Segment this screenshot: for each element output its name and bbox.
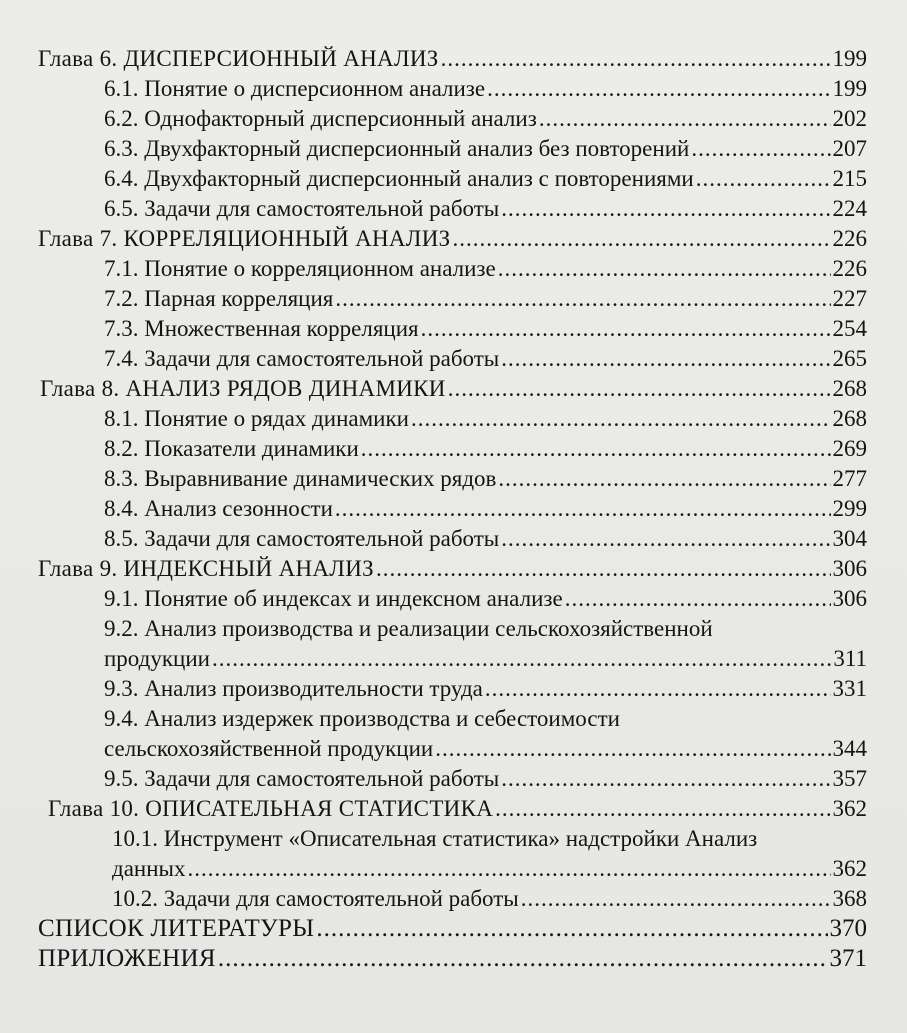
table-of-contents [0,44,907,974]
toc-chapter-entry [48,794,867,824]
dot-leader [501,524,830,554]
toc-entry-title: ПРИЛОЖЕНИЯ [38,945,216,972]
toc-page-number: 371 [829,945,867,972]
toc-entry-title: 9.1. Понятие об индексах и индексном анализе [104,586,563,611]
dot-leader [539,104,831,134]
dot-leader [361,434,831,464]
toc-section-entry [104,584,867,614]
toc-entry-title: Глава 6. ДИСПЕРСИОННЫЙ АНАЛИЗ [38,46,439,71]
toc-page-number: 370 [829,915,867,942]
dot-leader [335,494,831,524]
toc-section-entry [104,404,867,434]
dot-leader [316,914,827,944]
dot-leader [452,224,830,254]
toc-page-number: 199 [832,46,867,71]
toc-entry-title: Глава 9. ИНДЕКСНЫЙ АНАЛИЗ [38,556,374,581]
dot-leader [435,734,830,764]
toc-section-entry [104,254,867,284]
dot-leader [487,74,830,104]
toc-entry-title: 6.4. Двухфакторный дисперсионный анализ с повторениями [104,166,694,191]
toc-page-number: 306 [832,556,867,581]
toc-page-number: 362 [832,856,867,881]
dot-leader [411,404,831,434]
dot-leader [218,944,828,974]
toc-page-number: 215 [832,166,867,191]
toc-page-number: 306 [832,586,867,611]
toc-entry-title-first-line: 9.2. Анализ производства и реализации сельскохозяйственной [104,616,713,641]
toc-page-number: 227 [832,286,867,311]
dot-leader [501,764,830,794]
toc-section-entry [104,314,867,344]
toc-entry-title: 8.1. Понятие о рядах динамики [104,406,409,431]
toc-page-number: 311 [833,646,867,671]
toc-entry-title-first-line: 10.1. Инструмент «Описательная статистика» надстройки Анализ [112,826,758,851]
toc-entry-title: 8.4. Анализ сезонности [104,496,333,521]
toc-entry-title: 8.3. Выравнивание динамических рядов [104,466,497,491]
dot-leader [521,884,831,914]
dot-leader [495,794,830,824]
toc-entry-title: 6.2. Однофакторный дисперсионный анализ [104,106,537,131]
dot-leader [498,464,830,494]
toc-chapter-entry [38,914,867,944]
toc-page-number: 357 [832,766,867,791]
toc-entry-title: 7.4. Задачи для самостоятельной работы [104,346,500,371]
toc-entry-title: 7.3. Множественная корреляция [104,316,419,341]
toc-entry-title: 9.3. Анализ производительности труда [104,676,483,701]
dot-leader [501,344,830,374]
dot-leader [441,44,831,74]
toc-entry-title: 8.2. Показатели динамики [104,436,359,461]
toc-chapter-entry [40,374,867,404]
toc-page-number: 226 [832,256,867,281]
toc-chapter-entry [38,224,867,254]
dot-leader [696,164,831,194]
toc-section-entry [104,614,867,674]
toc-section-entry [104,494,867,524]
toc-section-entry [104,704,867,764]
toc-entry-title: Глава 8. АНАЛИЗ РЯДОВ ДИНАМИКИ [40,376,446,401]
toc-section-entry [104,674,867,704]
toc-section-entry [104,104,867,134]
toc-page-number: 368 [832,886,867,911]
toc-page-number: 268 [832,376,867,401]
toc-section-entry [104,194,867,224]
toc-page-number: 277 [832,466,867,491]
dot-leader [501,194,830,224]
dot-leader [448,374,831,404]
dot-leader [421,314,831,344]
toc-page-number: 362 [832,796,867,821]
toc-page-number: 331 [832,676,867,701]
toc-page-number: 268 [832,406,867,431]
toc-section-entry [104,164,867,194]
dot-leader [376,554,831,584]
toc-entry-title: 6.3. Двухфакторный дисперсионный анализ без повторений [104,136,690,161]
toc-section-entry [112,884,867,914]
toc-page-number: 226 [832,226,867,251]
toc-chapter-entry [38,44,867,74]
toc-entry-title: 6.1. Понятие о дисперсионном анализе [104,76,486,101]
toc-entry-title-first-line: 9.4. Анализ издержек производства и себестоимости [104,706,620,731]
dot-leader [335,284,830,314]
dot-leader [691,134,830,164]
toc-page-number: 254 [832,316,867,341]
toc-entry-title: 7.2. Парная корреляция [104,286,334,311]
toc-entry-title: Глава 7. КОРРЕЛЯЦИОННЫЙ АНАЛИЗ [38,226,451,251]
toc-entry-title: 9.5. Задачи для самостоятельной работы [104,766,500,791]
toc-entry-title: СПИСОК ЛИТЕРАТУРЫ [38,915,315,942]
toc-page-number: 224 [832,196,867,221]
toc-entry-title: продукции [104,646,210,671]
toc-page-number: 199 [832,76,867,101]
toc-page-number: 299 [832,496,867,521]
toc-section-entry [104,134,867,164]
dot-leader [485,674,831,704]
toc-chapter-entry [38,554,867,584]
toc-entry-title: 8.5. Задачи для самостоятельной работы [104,526,500,551]
toc-entry-title: 7.1. Понятие о корреляционном анализе [104,256,496,281]
toc-page-number: 344 [832,736,867,761]
toc-section-entry [104,524,867,554]
toc-section-entry [104,74,867,104]
toc-page-number: 304 [832,526,867,551]
dot-leader [187,854,830,884]
toc-page-number: 269 [832,436,867,461]
dot-leader [498,254,831,284]
dot-leader [565,584,831,614]
toc-entry-title: сельскохозяйственной продукции [104,736,434,761]
toc-chapter-entry [38,944,867,974]
toc-section-entry [104,464,867,494]
toc-entry-title: 6.5. Задачи для самостоятельной работы [104,196,500,221]
toc-entry-title: Глава 10. ОПИСАТЕЛЬНАЯ СТАТИСТИКА [48,796,494,821]
toc-page-number: 202 [832,106,867,131]
dot-leader [212,644,831,674]
toc-section-entry [112,824,867,884]
toc-entry-title: 10.2. Задачи для самостоятельной работы [112,886,519,911]
toc-section-entry [104,434,867,464]
toc-section-entry [104,764,867,794]
toc-page-number: 265 [832,346,867,371]
toc-section-entry [104,344,867,374]
toc-page-number: 207 [832,136,867,161]
toc-entry-title: данных [112,856,186,881]
toc-section-entry [104,284,867,314]
